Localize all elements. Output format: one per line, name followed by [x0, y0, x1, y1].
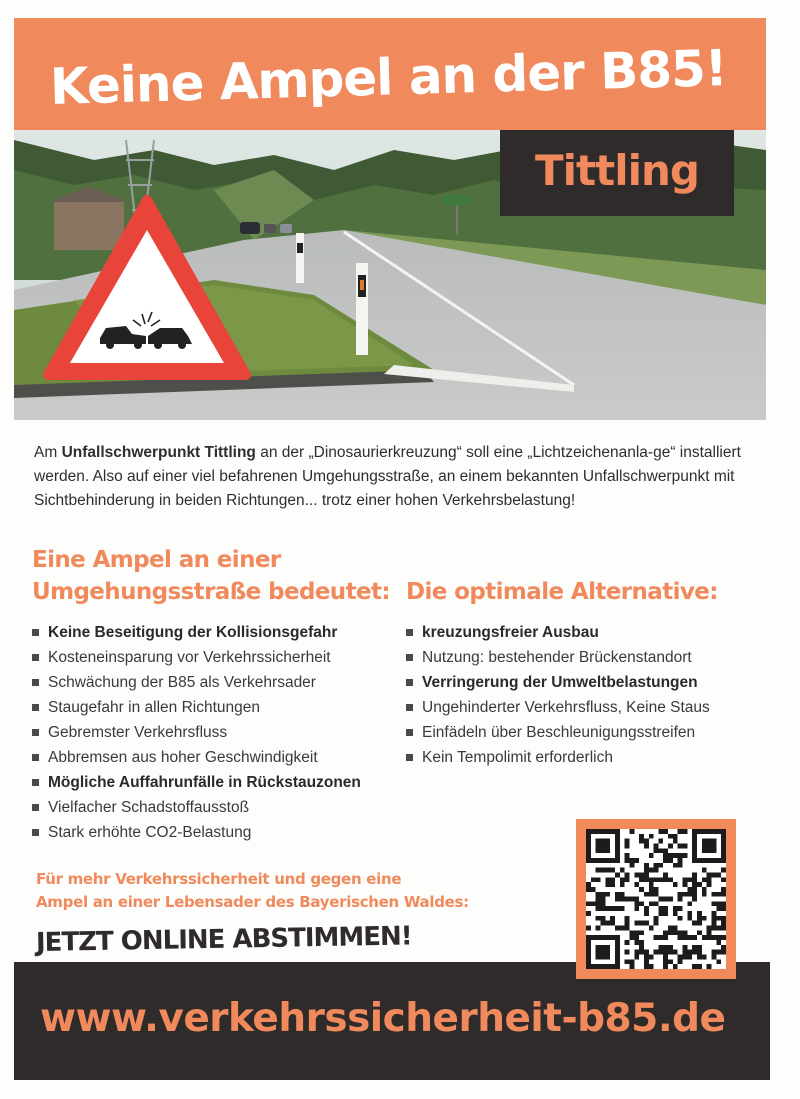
footer-bar — [14, 962, 770, 1080]
list-item: Keine Beseitigung der Kollisionsgefahr — [32, 620, 361, 645]
website-link[interactable]: www.verkehrssicherheit-b85.de — [40, 996, 726, 1041]
left-heading-line1: Eine Ampel an einer — [32, 547, 281, 573]
list-item: Staugefahr in allen Richtungen — [32, 695, 361, 720]
cta-line2: Ampel an einer Lebensader des Bayerischen Waldes: — [36, 893, 469, 911]
list-item: Kosteneinsparung vor Verkehrssicherheit — [32, 645, 361, 670]
left-column-heading — [32, 544, 392, 608]
list-item: Vielfacher Schadstoffausstoß — [32, 795, 361, 820]
qr-frame — [576, 819, 736, 979]
left-heading-line2: Umgehungsstraße bedeutet: — [32, 579, 390, 605]
intro-highlight: Unfallschwerpunkt Tittling — [61, 444, 256, 461]
list-item: Schwächung der B85 als Verkehrsader — [32, 670, 361, 695]
cta-text — [36, 868, 536, 914]
cta-line1: Für mehr Verkehrssicherheit und gegen eine — [36, 870, 402, 888]
list-item: Gebremster Verkehrsfluss — [32, 720, 361, 745]
page-title: Keine Ampel an der B85! — [49, 39, 728, 116]
right-list — [406, 620, 710, 770]
intro-part1: Am — [34, 444, 62, 461]
list-item: Stark erhöhte CO2-Belastung — [32, 820, 361, 845]
list-item: Einfädeln über Beschleunigungsstreifen — [406, 720, 710, 745]
list-item: Kein Tempolimit erforderlich — [406, 745, 710, 770]
list-item: Verringerung der Umweltbelastungen — [406, 670, 710, 695]
list-item: Ungehinderter Verkehrsfluss, Keine Staus — [406, 695, 710, 720]
intro-part2: an der „Dinosaurierkreuzung“ soll eine „Lichtzeichenanla-ge“ installiert werden. Also auf einer viel befahrenen Umgehungsstraße, an einem bekannten Unfallschwerpunkt mit Sichtbehinderung in beiden Richtungen... trotz einer hohen Verkehrsbelastung! — [34, 444, 741, 509]
right-column-heading: Die optimale Alternative: — [406, 579, 718, 605]
vote-headline: JETZT ONLINE ABSTIMMEN! — [35, 921, 412, 958]
list-item: kreuzungsfreier Ausbau — [406, 620, 710, 645]
location-tag-label: Tittling — [535, 146, 699, 195]
list-item: Mögliche Auffahrunfälle in Rückstauzonen — [32, 770, 361, 795]
intro-paragraph — [34, 441, 744, 513]
left-list — [32, 620, 361, 845]
qr-code-icon[interactable] — [586, 829, 726, 969]
list-item: Abbremsen aus hoher Geschwindigkeit — [32, 745, 361, 770]
location-tag — [500, 130, 734, 216]
list-item: Nutzung: bestehender Brückenstandort — [406, 645, 710, 670]
